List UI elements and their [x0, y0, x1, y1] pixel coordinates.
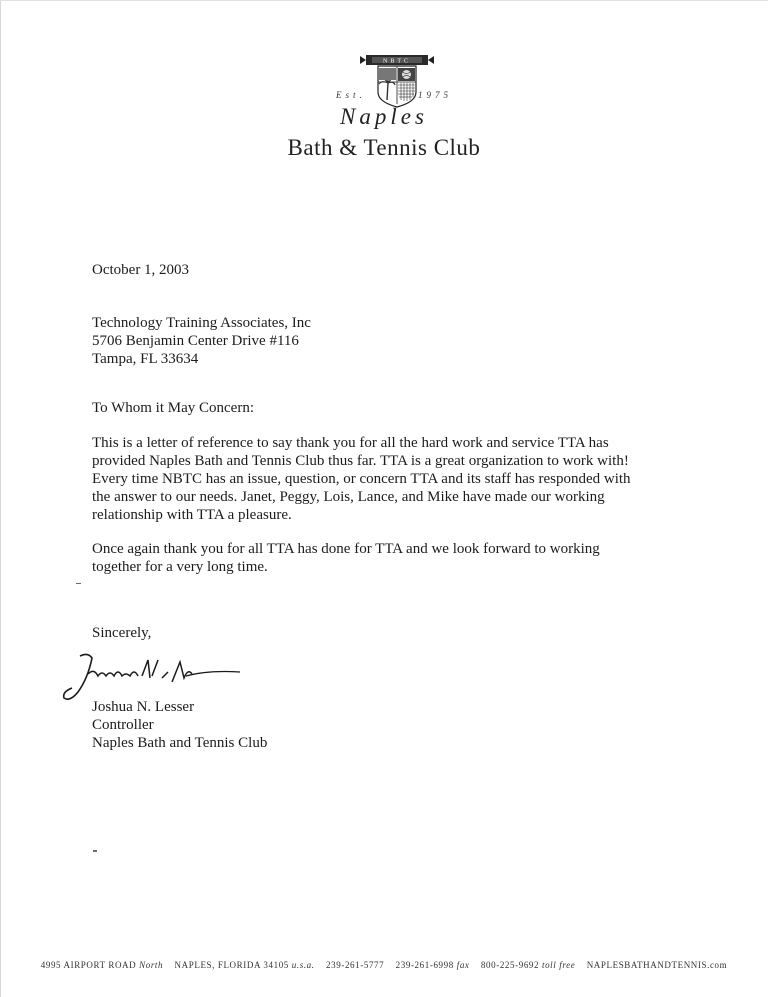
club-name-script: Naples	[340, 104, 428, 129]
club-name-main: Bath & Tennis Club	[287, 135, 481, 160]
letter-date: October 1, 2003	[92, 262, 190, 278]
footer-contact-line	[0, 960, 768, 970]
paragraph-line: Every time NBTC has an issue, question, or concern TTA and its staff has responded with	[92, 471, 631, 487]
signer-organization: Naples Bath and Tennis Club	[92, 735, 268, 751]
body-paragraph-1	[92, 434, 652, 524]
svg-text:NBTC: NBTC	[382, 58, 412, 65]
footer-tollfree-label: toll free	[541, 960, 576, 970]
paragraph-line: together for a very long time.	[92, 559, 268, 575]
scan-speck	[76, 583, 81, 584]
signer-title: Controller	[92, 717, 154, 733]
paragraph-line: This is a letter of reference to say thank you for all the hard work and service TTA has	[92, 435, 609, 451]
paragraph-line: relationship with TTA a pleasure.	[92, 507, 292, 523]
footer-phone: 239-261-5777	[326, 960, 385, 970]
established-label: Est.	[336, 90, 366, 100]
footer-country: u.s.a.	[291, 960, 315, 970]
page-top-edge	[0, 0, 768, 1]
body-paragraph-2	[92, 540, 652, 576]
signer-block	[92, 698, 267, 752]
footer-fax-label: fax	[456, 960, 470, 970]
footer-address-suffix: North	[139, 960, 164, 970]
recipient-address	[92, 314, 311, 368]
recipient-line: 5706 Benjamin Center Drive #116	[92, 333, 299, 349]
recipient-line: Tampa, FL 33634	[92, 351, 199, 367]
paragraph-line: provided Naples Bath and Tennis Club thus far. TTA is a great organization to work with!	[92, 453, 629, 469]
footer-fax: 239-261-6998	[395, 960, 454, 970]
footer-address: 4995 AIRPORT ROAD	[40, 960, 137, 970]
footer-website: NAPLESBATHANDTENNIS.com	[586, 960, 728, 970]
recipient-line: Technology Training Associates, Inc	[92, 315, 311, 331]
closing: Sincerely,	[92, 625, 152, 641]
established-year: 1975	[418, 90, 452, 100]
footer-tollfree: 800-225-9692	[480, 960, 540, 970]
paragraph-line: Once again thank you for all TTA has done for TTA and we look forward to working	[92, 541, 600, 557]
footer-city: NAPLES, FLORIDA 34105	[174, 960, 289, 970]
salutation: To Whom it May Concern:	[92, 400, 254, 416]
scan-speck	[93, 850, 97, 852]
paragraph-line: the answer to our needs. Janet, Peggy, Lois, Lance, and Mike have made our working	[92, 489, 605, 505]
signer-name: Joshua N. Lesser	[92, 699, 195, 715]
